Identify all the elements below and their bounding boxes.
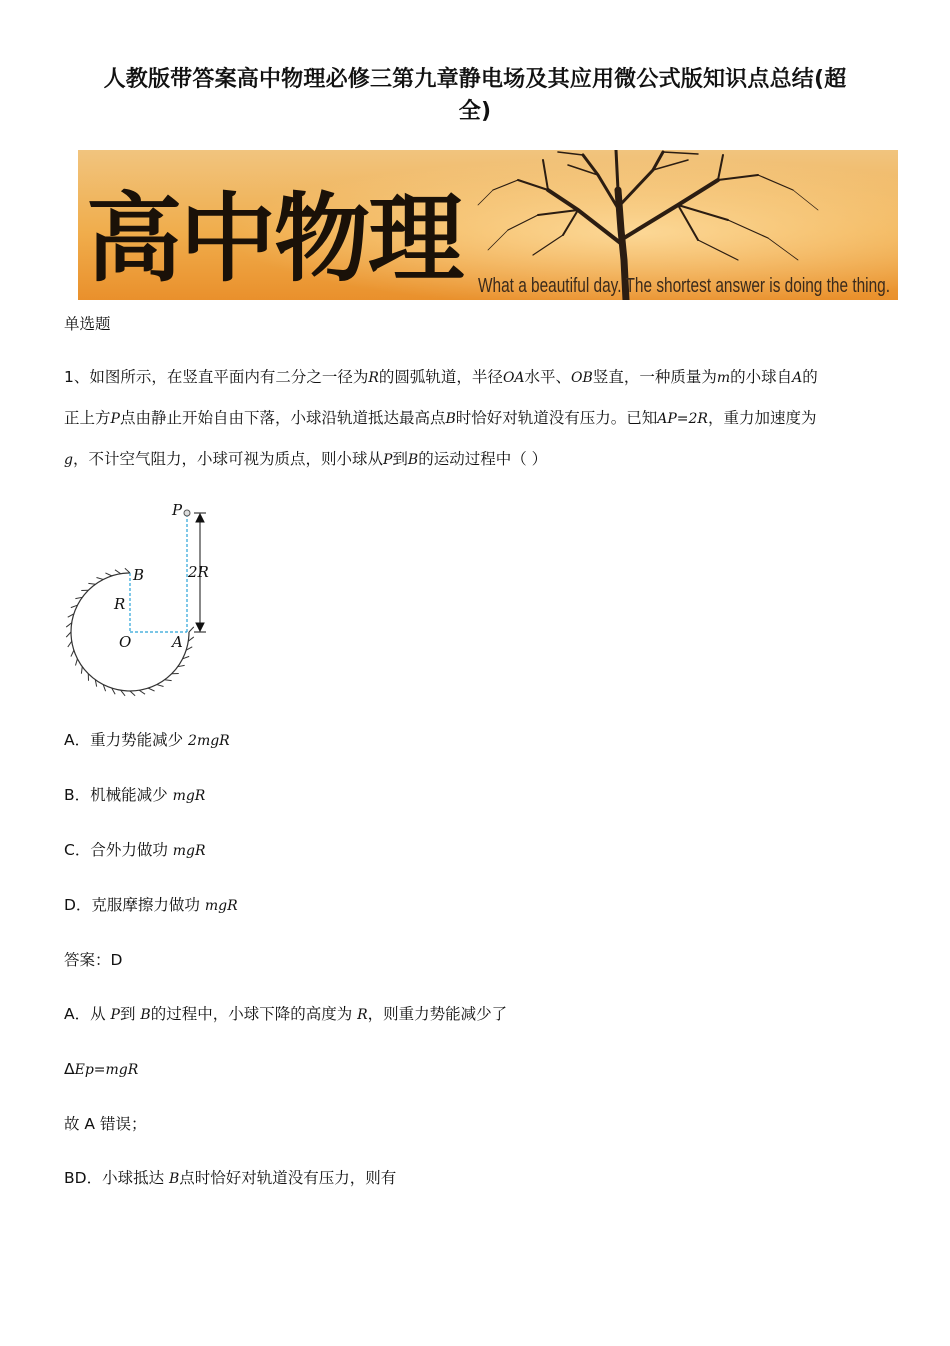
- hatch-mark: [75, 659, 77, 666]
- q-math: OB: [571, 370, 593, 386]
- q-text: 时恰好对轨道没有压力。已知: [455, 409, 658, 427]
- hatch-mark: [115, 570, 121, 574]
- q-text: 的小球自: [730, 368, 793, 386]
- q-text: 的圆弧轨道，半径: [378, 368, 503, 386]
- option-b[interactable]: [64, 785, 205, 806]
- banner-image: [78, 150, 898, 300]
- banner-slogan: What a beautiful day. The shortest answer is doing the thing.: [478, 275, 890, 297]
- explanation-a-conclusion: 故 A 错误；: [64, 1115, 147, 1133]
- hatch-mark: [148, 688, 154, 691]
- label-b: B: [133, 566, 145, 584]
- exp-text: 到: [119, 1005, 141, 1023]
- option-math: mgR: [172, 843, 206, 859]
- exp-text: 点时恰好对轨道没有压力，则有: [179, 1169, 397, 1187]
- exp-text: ，则重力势能减少了: [367, 1005, 508, 1023]
- q-text: ，重力加速度为: [707, 409, 817, 427]
- exp-math: P: [110, 1007, 120, 1023]
- formula-delta-ep: [64, 1059, 138, 1080]
- question-line-3: [64, 449, 547, 470]
- q-text: 水平、: [524, 368, 572, 386]
- delta-symbol: Δ: [64, 1060, 75, 1078]
- option-text: C．合外力做功: [64, 841, 173, 859]
- label-a: A: [172, 633, 183, 651]
- exp-math: B: [140, 1007, 151, 1023]
- q-text: 1、如图所示，在竖直平面内有二分之一径为: [64, 368, 369, 386]
- q-math: B: [445, 411, 456, 427]
- option-d[interactable]: [64, 895, 238, 916]
- hatch-mark: [139, 690, 145, 694]
- q-text: 点由静止开始自由下落，小球沿轨道抵达最高点: [119, 409, 446, 427]
- label-r: R: [114, 595, 126, 613]
- banner-heading: 高中物理: [86, 182, 462, 295]
- hatch-mark: [130, 691, 135, 696]
- hatch-mark: [96, 577, 103, 579]
- option-math: mgR: [172, 788, 206, 804]
- formula: Ep=mgR: [74, 1062, 139, 1078]
- hatch-mark: [105, 573, 111, 576]
- option-text: D．克服摩擦力做功: [64, 896, 205, 914]
- q-math: P: [382, 452, 393, 468]
- label-o: O: [119, 633, 132, 651]
- q-math: g: [64, 452, 73, 468]
- exp-math: R: [357, 1007, 368, 1023]
- question-line-1: [64, 367, 818, 388]
- q-math: OA: [502, 370, 525, 386]
- q-math: B: [407, 452, 419, 468]
- hatch-mark: [68, 641, 72, 647]
- option-text: A．重力势能减少: [64, 731, 189, 749]
- q-text: ，不计空气阻力，小球可视为质点，则小球从: [72, 450, 383, 468]
- label-2r: 2R: [188, 563, 209, 581]
- exp-text: A．从: [64, 1005, 111, 1023]
- point-p: [184, 510, 190, 516]
- title-line-2: 全): [458, 99, 492, 124]
- circular-track-diagram: [60, 498, 230, 698]
- question-line-2: [64, 408, 817, 429]
- q-math: m: [716, 370, 731, 386]
- hatch-mark: [81, 667, 82, 674]
- q-text: 正上方: [64, 409, 111, 427]
- exp-text: BD．小球抵达: [64, 1169, 169, 1187]
- option-math: mgR: [204, 898, 238, 914]
- document-title: [60, 64, 890, 128]
- hatch-mark: [125, 568, 130, 573]
- option-text: B．机械能减少: [64, 786, 173, 804]
- hatch-mark: [66, 632, 71, 637]
- hatch-mark: [165, 680, 172, 681]
- answer: 答案：D: [64, 951, 123, 969]
- q-math: P: [110, 411, 120, 427]
- option-math: 2mgR: [188, 733, 230, 749]
- title-line-1: 人教版带答案高中物理必修三第九章静电场及其应用微公式版知识点总结(超: [103, 67, 847, 92]
- q-math: R: [368, 370, 379, 386]
- question-figure: [60, 498, 230, 698]
- explanation-a: [64, 1004, 507, 1025]
- section-label: 单选题: [64, 315, 111, 333]
- hatch-mark: [189, 627, 194, 632]
- label-p: P: [172, 501, 183, 519]
- banner-illustration: [78, 150, 898, 300]
- q-math: A: [792, 370, 803, 386]
- option-a[interactable]: [64, 730, 230, 751]
- exp-text: 的过程中，小球下降的高度为: [150, 1005, 358, 1023]
- q-text: 竖直，一种质量为: [592, 368, 717, 386]
- q-math: AP=2R: [657, 411, 708, 427]
- hatch-mark: [157, 685, 164, 687]
- option-c[interactable]: [64, 840, 206, 861]
- hatch-mark: [88, 583, 95, 584]
- q-text: 的运动过程中（ ）: [418, 450, 548, 468]
- exp-math: B: [169, 1171, 180, 1187]
- q-text: 的: [802, 368, 818, 386]
- hatch-mark: [71, 650, 74, 656]
- q-text: 到: [392, 450, 408, 468]
- explanation-bd: [64, 1168, 396, 1189]
